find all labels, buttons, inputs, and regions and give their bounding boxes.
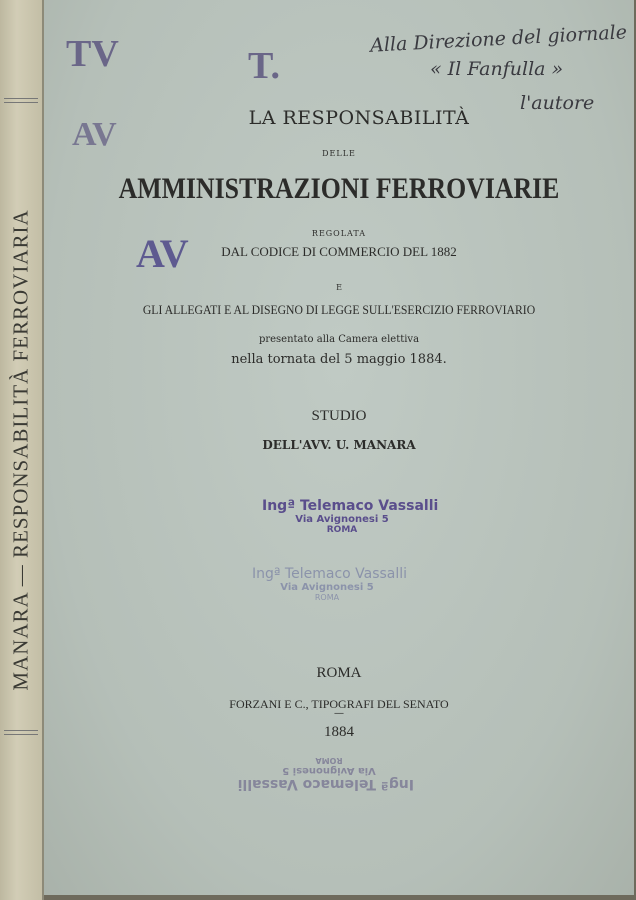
owner-stamp-faded bbox=[252, 566, 408, 602]
imprint-publisher: FORZANI E C., TIPOGRAFI DEL SENATO bbox=[229, 697, 449, 711]
inscription-line1: Alla Direzione del giornale bbox=[369, 21, 628, 57]
title-line6: E bbox=[336, 283, 342, 292]
stamp-city: ROMA bbox=[326, 525, 358, 535]
inscription-line3: l'autore bbox=[520, 92, 595, 114]
stamp-name: Ingª Telemaco Vassalli bbox=[237, 776, 414, 792]
title-line7: GLI ALLEGATI E AL DISEGNO DI LEGGE SULL'ESERCIZIO FERROVIARIO bbox=[142, 302, 536, 317]
title-line2: DELLE bbox=[322, 149, 356, 158]
inscription-line2: « Il Fanfulla » bbox=[430, 58, 564, 80]
spine-rule bbox=[4, 730, 38, 735]
stamp-address: Via Avignonesi 5 bbox=[282, 765, 376, 776]
title-line4: REGOLATA bbox=[311, 229, 367, 238]
spine-rule bbox=[4, 98, 38, 103]
owner-stamp-inverted bbox=[237, 756, 414, 792]
imprint-dash: — bbox=[334, 708, 344, 719]
imprint-city: ROMA bbox=[316, 665, 362, 681]
stamp-name: Ingª Telemaco Vassalli bbox=[252, 566, 408, 582]
stamp-address: Via Avignonesi 5 bbox=[280, 582, 374, 593]
title-line3: AMMINISTRAZIONI FERROVIARIE bbox=[118, 172, 560, 205]
imprint-year: 1884 bbox=[324, 724, 354, 740]
stamp-city: ROMA bbox=[314, 593, 340, 602]
spine-title: MANARA — RESPONSABILITÀ FERROVIARIA bbox=[8, 209, 33, 691]
stamp-mark-tv: TV bbox=[66, 33, 119, 75]
study-author: DELL'AVV. U. MANARA bbox=[262, 438, 416, 452]
stamp-mark-av-large: AV bbox=[136, 231, 189, 276]
stamp-mark-av-small: AV bbox=[72, 116, 117, 153]
title-line8: presentato alla Camera elettiva bbox=[258, 334, 420, 345]
title-line9: nella tornata del 5 maggio 1884. bbox=[231, 352, 447, 367]
stamp-mark-t: T. bbox=[248, 45, 281, 87]
stamp-name: Ingª Telemaco Vassalli bbox=[262, 498, 439, 514]
owner-stamp bbox=[262, 498, 439, 535]
title-line1: LA RESPONSABILITÀ bbox=[248, 107, 470, 129]
study-label: STUDIO bbox=[311, 408, 367, 424]
stamp-city: ROMA bbox=[315, 756, 343, 765]
title-line5: DAL CODICE DI COMMERCIO DEL 1882 bbox=[221, 244, 457, 259]
stamp-address: Via Avignonesi 5 bbox=[295, 514, 389, 525]
book-spine bbox=[0, 0, 44, 900]
